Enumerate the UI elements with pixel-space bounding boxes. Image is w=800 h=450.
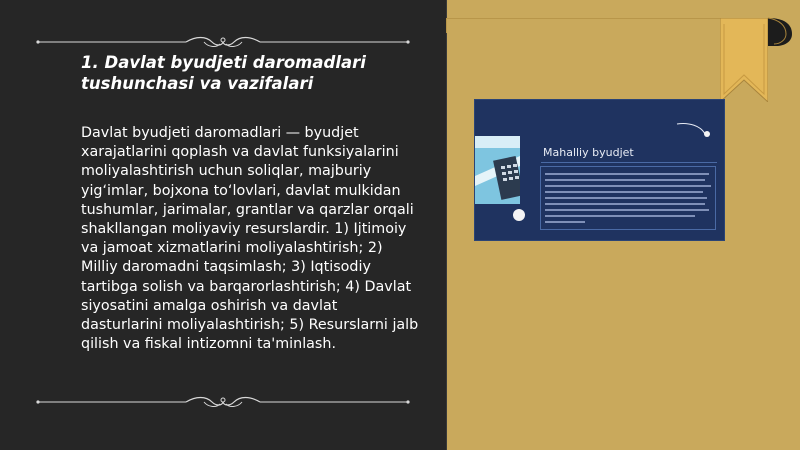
thumbnail-dot (513, 209, 525, 221)
thumbnail-text-line (545, 215, 695, 217)
top-flourish-ornament (36, 34, 410, 50)
thumbnail-text-box (540, 166, 716, 230)
slide-body-text: Davlat byudjeti daromadlari — byudjet xarajatlarini qoplash va davlat funksiyalarini moliyalashtirish uchun soliqlar, majburiy yig‘imlar, bojxona to‘lovlari, davlat mulkidan tushumlar, jarimalar, grantlar va qarzlar orqali shakllangan moliyaviy resurslardir. 1) Ijtimoiy va jamoat xizmatlarini moliyalashtirish; 2) Milliy daromadni taqsimlash; 3) Iqtisodiy tartibga solish va barqarorlashtirish; 4) Davlat siyosatini amalga oshirish va davlat dasturlarini moliyalashtirish; 5) Resurslarni jalb qilish va fiskal intizomni ta'minlash. (81, 125, 419, 353)
thumbnail-text-line (545, 185, 711, 187)
thumbnail-text-line (545, 203, 705, 205)
calculator-image (475, 136, 520, 204)
bottom-flourish-ornament (36, 394, 410, 410)
thumbnail-text-line (545, 209, 709, 211)
thumbnail-text-line (545, 173, 709, 175)
thumbnail-text-line (545, 191, 703, 193)
thumbnail-title-underline (541, 162, 717, 163)
ribbon-curl-icon (766, 16, 794, 48)
slide-title: 1. Davlat byudjeti daromadlari tushunchasi va vazifalari (81, 53, 366, 93)
bookmark-rail-line (446, 18, 726, 19)
thumbnail-text-line (545, 221, 585, 223)
thumbnail-text-line (545, 197, 707, 199)
bookmark-ribbon-icon (720, 18, 768, 102)
thumbnail-title: Mahalliy byudjet (543, 146, 634, 159)
thumbnail-arc-decoration (675, 122, 713, 142)
panel-divider (446, 0, 447, 450)
thumbnail-text-line (545, 179, 705, 181)
bookmark-rail-edge (446, 18, 447, 33)
slide-thumbnail (475, 100, 724, 240)
